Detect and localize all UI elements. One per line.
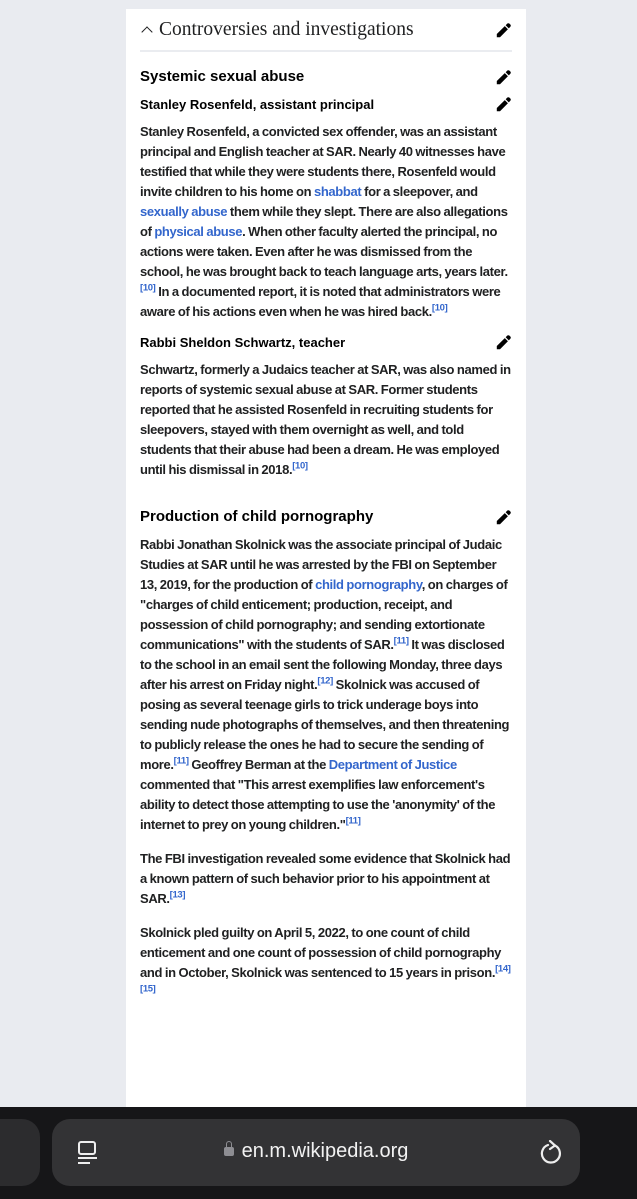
paragraph-text: Stanley Rosenfeld, a convicted sex offender, was an assistant principal and English teacher at SAR. Nearly 40 witnesses have testified that while they were students there, Rosenfeld would invite children to his home on (140, 124, 506, 199)
subsubsection-header (140, 334, 512, 350)
citation-link[interactable]: [10] (140, 282, 156, 294)
reload-icon[interactable] (540, 1140, 564, 1166)
section-header[interactable] (140, 9, 512, 52)
paragraph-text: . When other faculty alerted the principal, no actions were taken. Even after he was dismissed from the school, he was brought back to teach language arts, years later. (140, 224, 508, 279)
pencil-icon[interactable] (496, 96, 512, 112)
browser-toolbar (0, 1107, 637, 1199)
paragraph-text: commented that "This arrest exemplifies law enforcement's ability to detect those attempting to use the 'anonymity' of the internet to prey on young children." (140, 777, 496, 832)
paragraph-text: In a documented report, it is noted that administrators were aware of his actions even when he was hired back. (140, 284, 501, 319)
paragraph-text: for a sleepover, and (361, 184, 478, 199)
paragraph (140, 535, 512, 835)
article-link[interactable]: child pornography (315, 577, 422, 592)
pencil-icon[interactable] (496, 69, 512, 85)
citation-link[interactable]: [13] (169, 889, 186, 901)
citation-link[interactable]: [12] (317, 675, 333, 687)
subsubsection-title: Stanley Rosenfeld, assistant principal (140, 96, 375, 112)
citation-link[interactable]: [14] (495, 963, 511, 975)
paragraph (140, 849, 512, 909)
paragraphs (140, 122, 512, 322)
subsection-header (140, 508, 512, 525)
article-link[interactable]: physical abuse (154, 224, 243, 239)
citation-link[interactable]: [15] (140, 983, 156, 995)
article-card (126, 9, 526, 1107)
paragraph (140, 923, 512, 1003)
citation-link[interactable]: [11] (345, 815, 361, 827)
subsubsection-title: Rabbi Sheldon Schwartz, teacher (140, 334, 346, 350)
paragraph (140, 360, 512, 480)
pencil-icon[interactable] (496, 334, 512, 350)
paragraph-text: Schwartz, formerly a Judaics teacher at SAR, was also named in reports of systemic sexual abuse at SAR. Former students reported that he assisted Rosenfeld in recruiting students for sleepovers, stayed with them overnight as well, and told students that their abuse had been a dream. He was employed until his dismissal in 2018. (140, 362, 511, 477)
address-bar[interactable] (52, 1119, 580, 1186)
pencil-icon[interactable] (496, 509, 512, 525)
paragraph (140, 122, 512, 322)
tab-button[interactable] (0, 1119, 40, 1186)
lock-icon (224, 1147, 234, 1156)
paragraph-text: Rabbi Jonathan Skolnick was the associate principal of Judaic Studies at SAR until he was arrested by the FBI on September 13, 2019, for the production of (140, 537, 502, 592)
subsection-header (140, 68, 512, 85)
article-link[interactable]: Department of Justice (328, 757, 457, 772)
paragraph-text: The FBI investigation revealed some evidence that Skolnick had a known pattern of such behavior prior to his appointment at SAR. (140, 851, 511, 906)
subsection-title: Systemic sexual abuse (140, 68, 305, 85)
url-text: en.m.wikipedia.org (241, 1140, 409, 1162)
citation-link[interactable]: [11] (173, 755, 189, 767)
paragraph-text: Skolnick pled guilty on April 5, 2022, to one count of child enticement and one count of possession of child pornography and in October, Skolnick was sentenced to 15 years in prison. (140, 925, 502, 980)
paragraph-text: Skolnick was accused of posing as several teenage girls to trick underage boys into sending nude photographs of themselves, and then threatening to publicly release the ones he had to secure the sending of more. (140, 677, 510, 772)
subsection-title: Production of child pornography (140, 508, 374, 525)
subsubsection-header (140, 96, 512, 112)
citation-link[interactable]: [11] (393, 635, 409, 647)
article-link[interactable]: sexually abuse (140, 204, 228, 219)
citation-link[interactable]: [10] (292, 460, 308, 472)
paragraph-text: , on charges of "charges of child enticement; production, receipt, and possession of child pornography; and sending extortionate communications" with the students of SAR. (140, 577, 508, 652)
citation-link[interactable]: [10] (431, 302, 448, 314)
chevron-up-icon[interactable] (141, 26, 152, 37)
section-title: Controversies and investigations (159, 18, 414, 40)
pencil-icon[interactable] (496, 22, 512, 38)
url-display[interactable] (52, 1140, 580, 1163)
paragraphs (140, 360, 512, 480)
paragraph-text: It was disclosed to the school in an email sent the following Monday, three days after his arrest on Friday night. (140, 637, 505, 692)
paragraph-text: them while they slept. There are also allegations of (140, 204, 508, 239)
article-link[interactable]: shabbat (313, 184, 362, 199)
paragraph-text: Geoffrey Berman at the (188, 757, 329, 772)
section-heading (140, 19, 414, 41)
paragraphs (140, 535, 512, 1003)
